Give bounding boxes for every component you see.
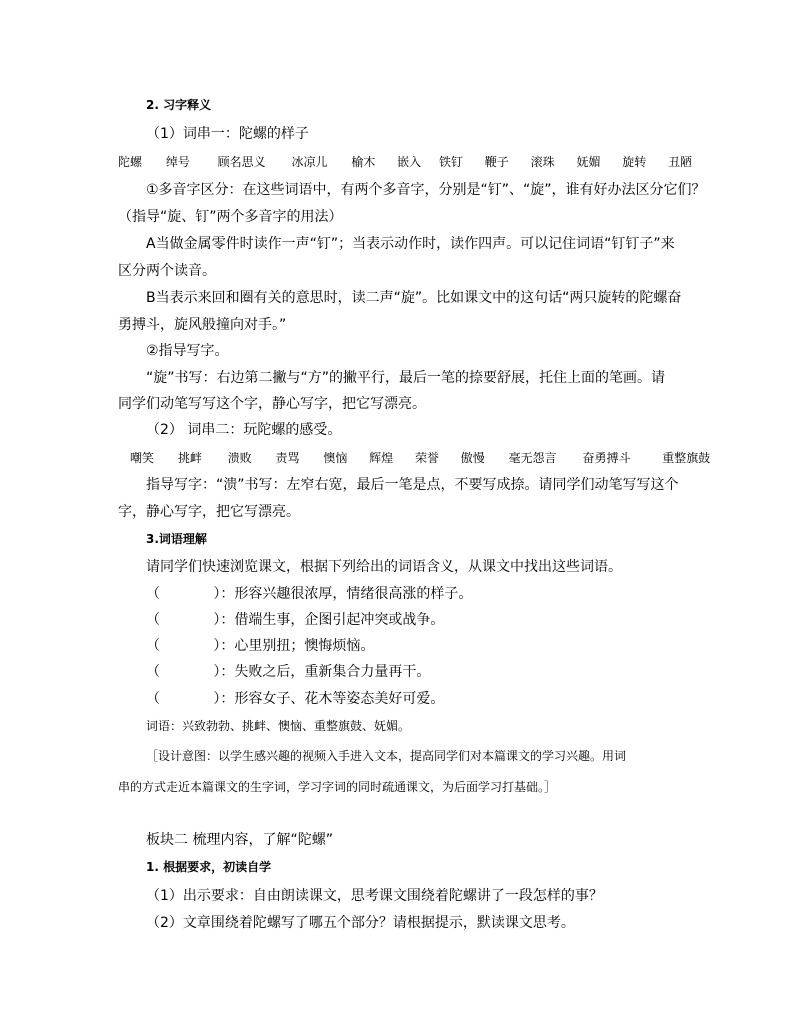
group1-word-list bbox=[118, 152, 704, 172]
word-item: 妩媚 bbox=[576, 155, 601, 169]
word-item: 挑衅 bbox=[177, 451, 202, 465]
word-item: 鞭子 bbox=[484, 155, 509, 169]
kui-writing-line1: 指导写字：“溃”书写：左窄右宽，最后一笔是点，不要写成捺。请同学们动笔写写这个 bbox=[146, 477, 679, 493]
word-item: 荣誉 bbox=[414, 451, 439, 465]
answer-blank: （ ） bbox=[146, 691, 221, 707]
word-item: 责骂 bbox=[275, 451, 300, 465]
definition-item bbox=[146, 636, 374, 656]
word-item: 丑陋 bbox=[668, 155, 693, 169]
section3-intro: 请同学们快速浏览课文，根据下列给出的词语含义，从课文中找出这些词语。 bbox=[146, 559, 622, 575]
answer-blank: （ ） bbox=[146, 664, 221, 680]
xuan-writing-line1: “旋”书写：右边第二撇与“方”的撇平行，最后一笔的捺要舒展，托住上面的笔画。请 bbox=[146, 370, 666, 386]
group1-heading: （1）词串一：陀螺的样子 bbox=[146, 126, 309, 142]
definition-text: ：心里别扭；懊悔烦恼。 bbox=[220, 638, 375, 654]
word-item: 冰凉儿 bbox=[291, 155, 328, 169]
polyphone-paragraph-line2: （指导“旋、钉”两个多音字的用法） bbox=[118, 209, 343, 225]
word-item: 嘲笑 bbox=[130, 451, 155, 465]
word-item: 重整旗鼓 bbox=[662, 451, 711, 465]
design-intent-line2: 串的方式走近本篇课文的生字词，学习字词的同时疏通课文，为后面学习打基础。］ bbox=[118, 780, 557, 794]
word-item: 旋转 bbox=[622, 155, 647, 169]
word-item: 辉煌 bbox=[369, 451, 394, 465]
block2-subheading: 1. 根据要求，初读自学 bbox=[146, 860, 272, 874]
kui-writing-line2: 字，静心写字，把它写漂亮。 bbox=[118, 504, 300, 520]
word-item: 榆木 bbox=[351, 155, 376, 169]
question-2: （2）文章围绕着陀螺写了哪五个部分？请根据提示，默读课文思考。 bbox=[146, 915, 575, 931]
note-b-line2: 勇搏斗，旋风般撞向对手。” bbox=[118, 317, 287, 333]
section-title-2: 2. 习字释义 bbox=[146, 98, 212, 112]
word-item: 傲慢 bbox=[460, 451, 485, 465]
word-item: 奋勇搏斗 bbox=[582, 451, 631, 465]
block2-title: 板块二 梳理内容，了解“陀螺” bbox=[146, 832, 333, 848]
definition-item bbox=[146, 584, 472, 604]
definition-item bbox=[146, 662, 430, 682]
definition-text: ：失败之后，重新集合力量再干。 bbox=[220, 664, 431, 680]
definition-text: ：形容兴趣很浓厚，情绪很高涨的样子。 bbox=[220, 586, 473, 602]
note-a-line2: 区分两个读音。 bbox=[118, 263, 216, 279]
group2-word-list bbox=[130, 448, 722, 468]
answer-blank: （ ） bbox=[146, 612, 221, 628]
note-b-line1: B当表示来回和圈有关的意思时，读二声“旋”。比如课文中的这句话“两只旋转的陀螺奋 bbox=[146, 290, 682, 306]
word-item: 绰号 bbox=[165, 155, 190, 169]
word-item: 毫无怨言 bbox=[508, 451, 557, 465]
answer-blank: （ ） bbox=[146, 638, 221, 654]
word-item: 铁钉 bbox=[438, 155, 463, 169]
guide-write-heading: ②指导写字。 bbox=[146, 343, 229, 359]
definition-text: ：形容女子、花木等姿态美好可爱。 bbox=[220, 691, 445, 707]
xuan-writing-line2: 同学们动笔写写这个字，静心写字，把它写漂亮。 bbox=[118, 396, 426, 412]
answer-blank: （ ） bbox=[146, 586, 221, 602]
word-item: 顾名思义 bbox=[217, 155, 266, 169]
word-item: 陀螺 bbox=[118, 155, 143, 169]
word-item: 嵌入 bbox=[397, 155, 422, 169]
polyphone-paragraph-line1: ①多音字区分：在这些词语中，有两个多音字，分别是“钉”、“旋”，谁有好办法区分它们？ bbox=[146, 182, 706, 198]
definition-text: ：借端生事，企图引起冲突或战争。 bbox=[220, 612, 445, 628]
note-a-line1: A当做金属零件时读作一声“钉”；当表示动作时，读作四声。可以记住词语“钉钉子”来 bbox=[146, 236, 675, 252]
definition-item bbox=[146, 610, 444, 630]
word-item: 懊恼 bbox=[323, 451, 348, 465]
word-item: 滚珠 bbox=[530, 155, 555, 169]
question-1: （1）出示要求：自由朗读课文，思考课文围绕着陀螺讲了一段怎样的事？ bbox=[146, 888, 603, 904]
section-title-3: 3.词语理解 bbox=[146, 532, 207, 546]
group2-heading: （2） 词串二：玩陀螺的感受。 bbox=[146, 422, 342, 438]
word-item: 溃败 bbox=[227, 451, 252, 465]
answer-words: 词语：兴致勃勃、挑衅、懊恼、重整旗鼓、妩媚。 bbox=[146, 719, 411, 733]
definition-item bbox=[146, 689, 444, 709]
design-intent-line1: ［设计意图：以学生感兴趣的视频入手进入文本，提高同学们对本篇课文的学习兴趣。用词 bbox=[146, 749, 627, 763]
